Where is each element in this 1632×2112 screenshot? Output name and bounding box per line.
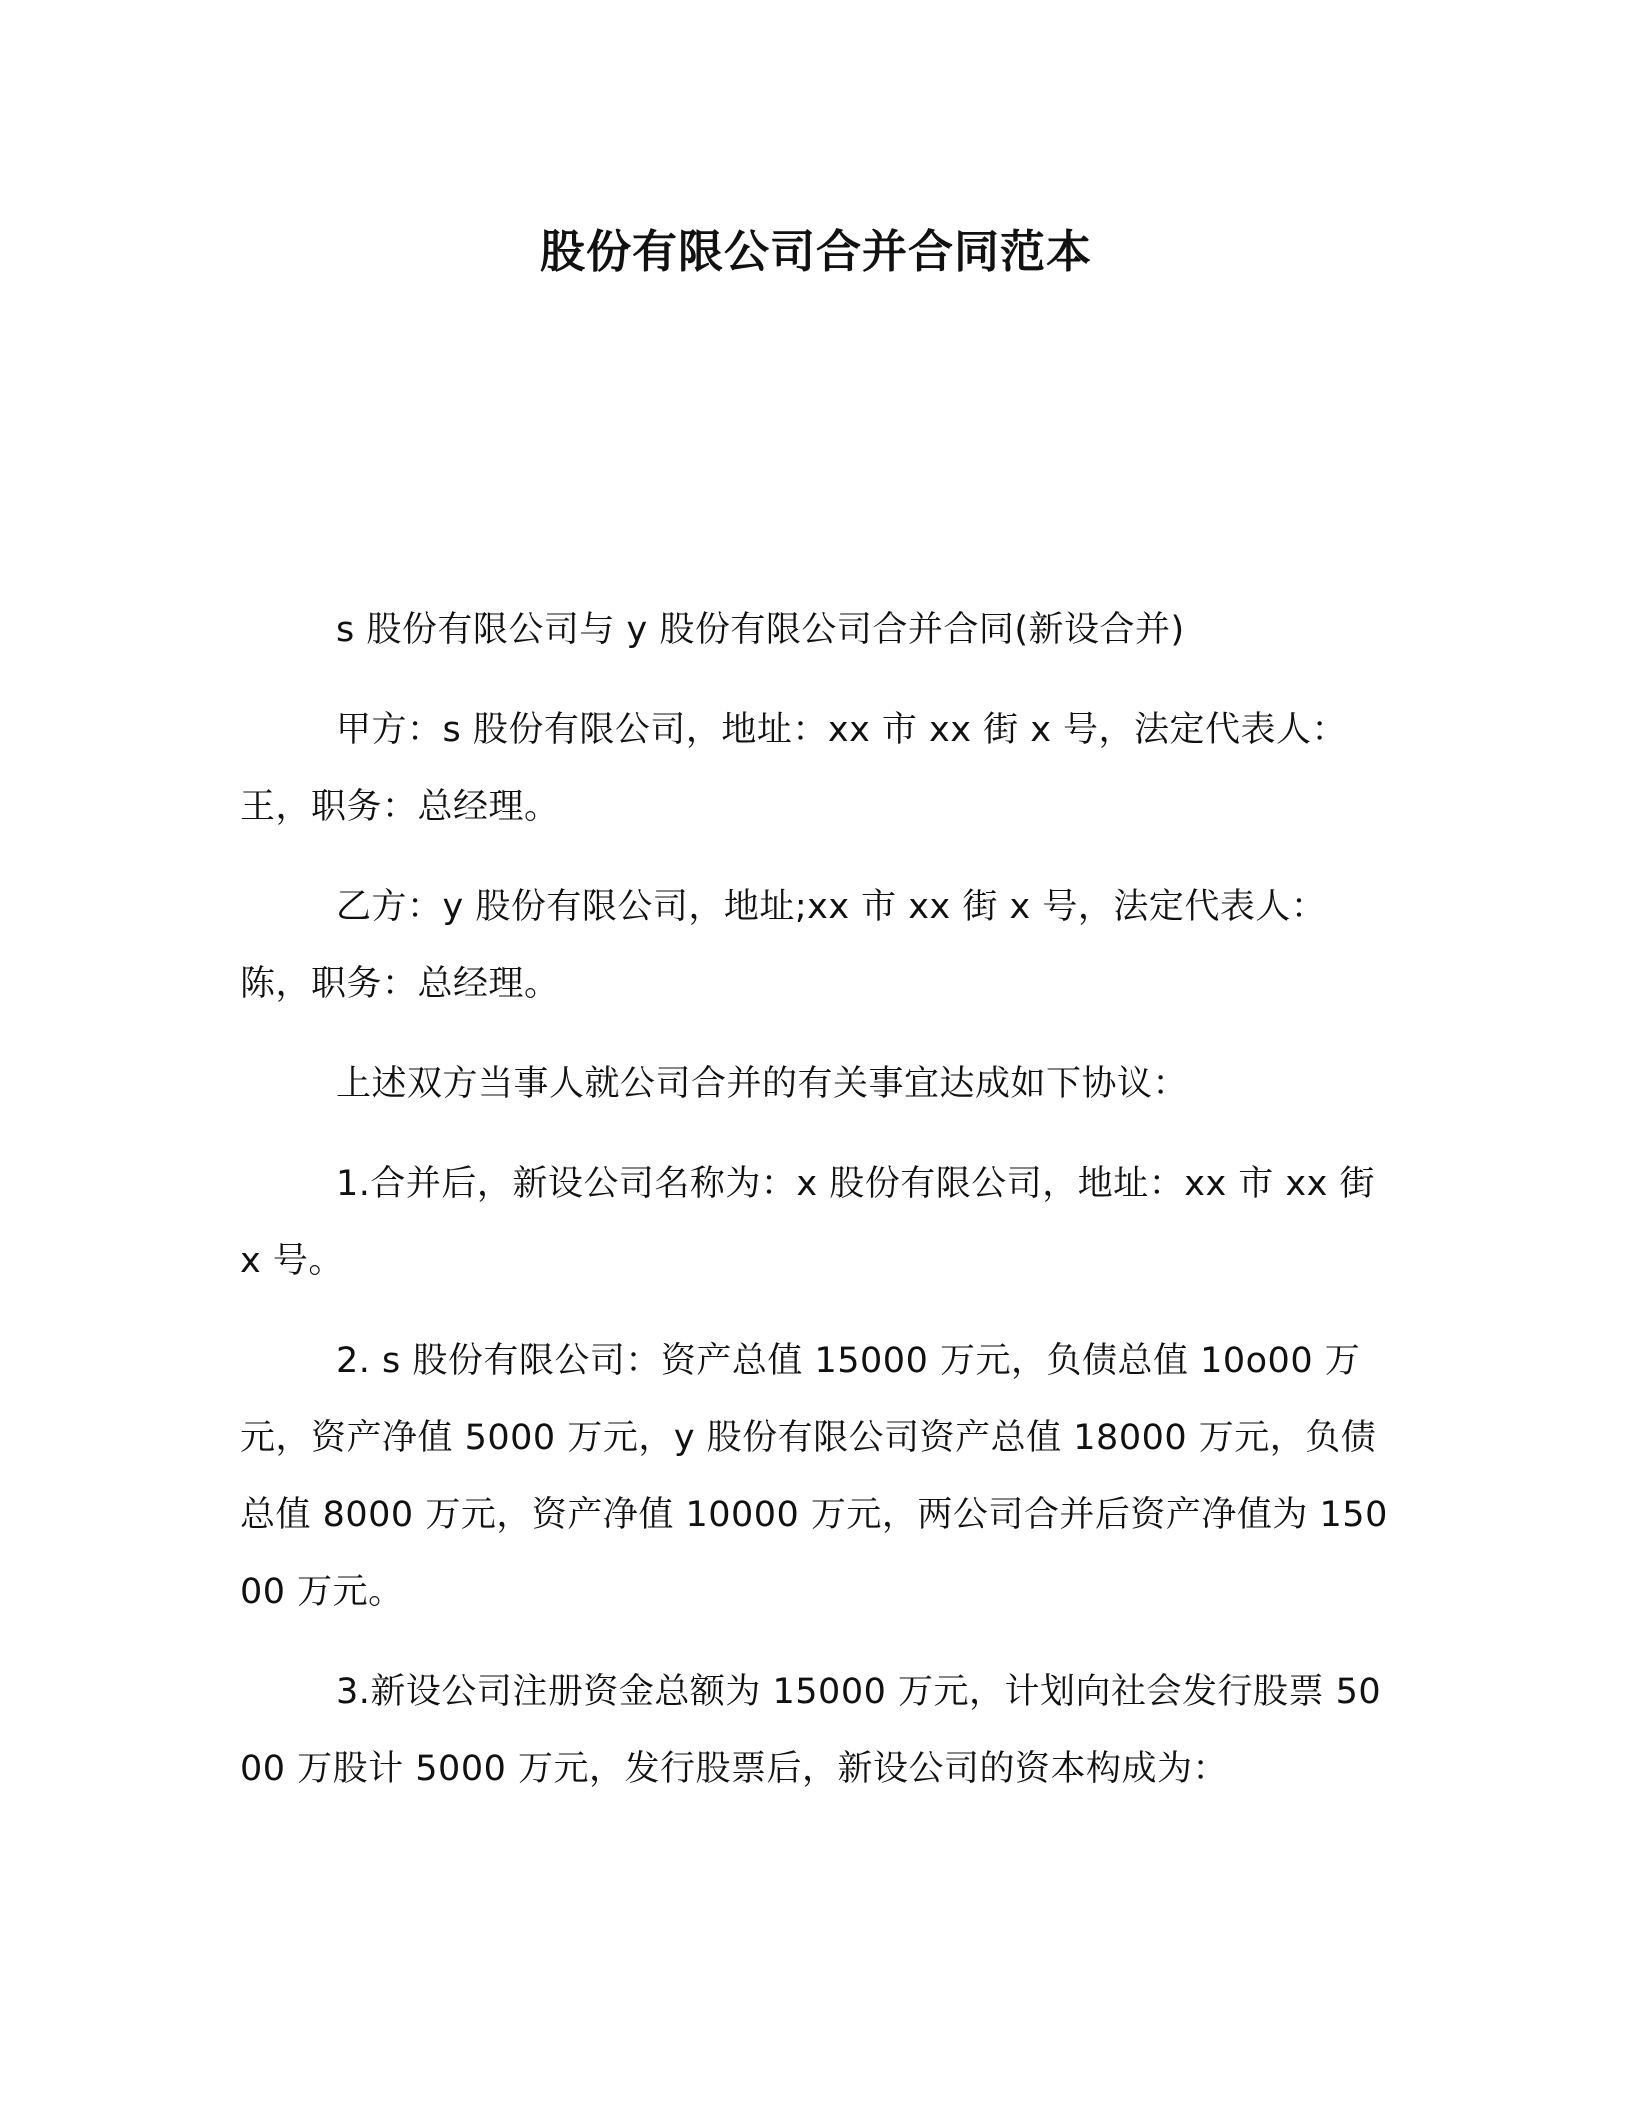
document-title: 股份有限公司合并合同范本 bbox=[539, 225, 1092, 278]
clause-1-paragraph: 1.合并后，新设公司名称为：x 股份有限公司，地址：xx 市 xx 街 x 号。 bbox=[240, 1164, 1375, 1281]
contract-heading-paragraph: s 股份有限公司与 y 股份有限公司合并合同(新设合并) bbox=[336, 610, 1185, 650]
party-a-paragraph: 甲方：s 股份有限公司，地址：xx 市 xx 街 x 号，法定代表人：王，职务：总经理。 bbox=[240, 710, 1348, 827]
agreement-intro-paragraph: 上述双方当事人就公司合并的有关事宜达成如下协议： bbox=[336, 1064, 1189, 1104]
party-b-paragraph: 乙方：y 股份有限公司，地址;xx 市 xx 街 x 号，法定代表人：陈，职务：总经理。 bbox=[240, 887, 1327, 1004]
document-body bbox=[240, 592, 1392, 1831]
clause-3-paragraph: 3.新设公司注册资金总额为 15000 万元，计划向社会发行股票 5000 万股计 5000 万元，发行股票后，新设公司的资本构成为： bbox=[240, 1672, 1382, 1789]
clause-2-paragraph: 2. s 股份有限公司：资产总值 15000 万元，负债总值 10o00 万元，资产净值 5000 万元，y 股份有限公司资产总值 18000 万元，负债总值 8000 万元，资产净值 10000 万元，两公司合并后资产净值为 15000 万元。 bbox=[240, 1341, 1388, 1612]
